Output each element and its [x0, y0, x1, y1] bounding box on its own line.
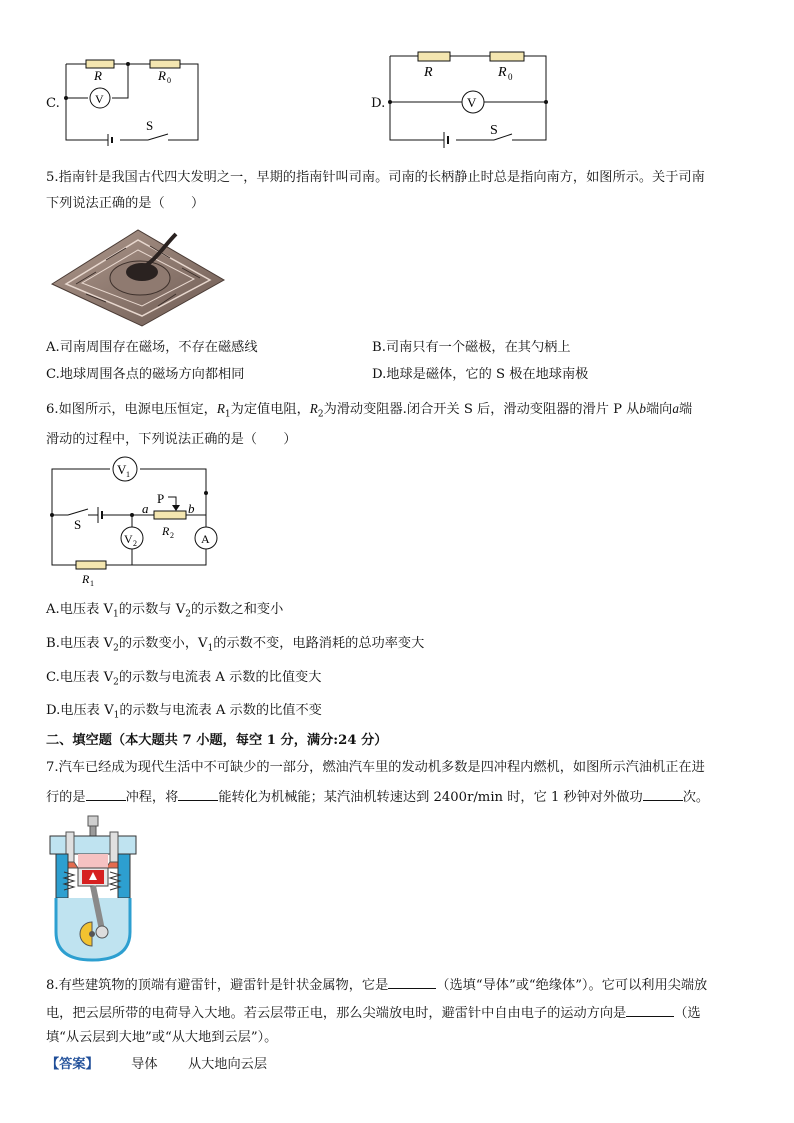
q5-option-a[interactable]: A.司南周围存在磁场，不存在磁感线	[46, 340, 258, 355]
label-v2-sub: 2	[133, 539, 137, 548]
q6-stem-line1	[46, 399, 692, 425]
q8-blank-2[interactable]	[626, 1002, 674, 1017]
q6-r1: R	[216, 401, 225, 416]
opt-v: V	[104, 703, 114, 718]
opt-sub: 2	[113, 643, 119, 654]
opt-v: V	[175, 602, 186, 617]
q6-stem-c: 为滑动变阻器.闭合开关 S 后，滑动变阻器的滑片 P 从	[323, 402, 640, 417]
label-r0-sub: 0	[508, 72, 513, 82]
q6-circuit	[46, 455, 226, 590]
resistor-r	[86, 60, 114, 68]
opt-sub: 1	[207, 643, 214, 654]
q6-stem-a: 6.如图所示，电源电压恒定，	[46, 402, 217, 417]
label-r0: R	[498, 65, 507, 80]
q6-stem-line2: 滑动的过程中，下列说法正确的是（ ）	[46, 432, 297, 447]
q6-b: b	[639, 401, 646, 416]
label-s: S	[74, 517, 82, 532]
q7-line1: 7.汽车已经成为现代生活中不可缺少的一部分，燃油汽车里的发动机多数是四冲程内燃机，如图所示汽油机正在进	[46, 760, 705, 775]
opt-text: 的示数之和变小	[190, 602, 284, 617]
label-v2: V	[124, 532, 133, 546]
q6-stem-e: 端	[678, 402, 693, 417]
opt-sub: 2	[185, 609, 191, 620]
q7-blank-2[interactable]	[178, 786, 218, 801]
label-r0: R	[158, 68, 166, 83]
q6-option-c[interactable]	[46, 668, 321, 693]
resistor-r	[418, 52, 450, 61]
opt-v: V	[198, 636, 208, 651]
opt-text: 的示数与电流表 A 示数的比值不变	[119, 703, 322, 718]
resistor-r1	[76, 561, 106, 569]
gasoline-engine-image	[44, 812, 140, 964]
opt-sub: 2	[113, 677, 119, 688]
label-p: P	[157, 491, 165, 506]
label-r: R	[424, 65, 433, 80]
q6-option-a[interactable]	[46, 600, 283, 625]
q7-text: 行的是	[46, 790, 86, 805]
q5-stem-line2: 下列说法正确的是（ ）	[46, 196, 205, 211]
opt-text: 的示数与电流表 A 示数的比值变大	[118, 670, 322, 685]
q7-line2	[46, 786, 709, 808]
q8-text: 电，把云层所带的电荷导入大地。若云层带正电，那么尖端放电时，避雷针中自由电子的运动方向是	[46, 1006, 627, 1021]
q4-option-d-label: D.	[371, 96, 386, 111]
label-r1: R	[82, 572, 90, 586]
q5-option-d[interactable]: D.地球是磁体，它的 S 极在地球南极	[372, 367, 589, 382]
q7-blank-1[interactable]	[86, 786, 126, 801]
opt-text: A.电压表	[46, 602, 104, 617]
answer-2: 从大地向云层	[187, 1057, 268, 1072]
opt-v: V	[103, 670, 114, 685]
rheostat-r2	[154, 511, 186, 519]
q8-line3: 填“从云层到大地”或“从大地到云层”）。	[46, 1030, 278, 1045]
q6-stem-b: 为定值电阻，	[230, 402, 310, 417]
q5-option-c[interactable]: C.地球周围各点的磁场方向都相同	[46, 367, 245, 382]
q7-blank-3[interactable]	[643, 786, 683, 801]
label-a-end: a	[142, 501, 149, 516]
answer-tag: 【答案】	[46, 1057, 99, 1072]
opt-text: 的示数与	[118, 602, 176, 617]
label-r2: R	[162, 524, 170, 538]
label-s: S	[490, 123, 498, 138]
q4-option-c-label: C.	[46, 96, 60, 111]
opt-v: V	[103, 602, 114, 617]
q6-r2-sub: 2	[317, 409, 324, 420]
q8-text: （选	[674, 1006, 701, 1021]
q6-r2: R	[309, 401, 318, 416]
section-heading: 二、填空题（本大题共 7 小题，每空 1 分，满分:24 分）	[46, 733, 388, 748]
resistor-r0	[150, 60, 180, 68]
q6-r1-sub: 1	[224, 409, 231, 420]
label-s: S	[146, 118, 154, 133]
q4-circuit-c	[58, 50, 203, 148]
q8-answer	[46, 1055, 267, 1075]
q7-text: 冲程，将	[125, 790, 179, 805]
q6-option-b[interactable]	[46, 634, 424, 659]
q6-a: a	[672, 401, 679, 416]
label-v: V	[95, 92, 104, 106]
label-v1: V	[117, 462, 127, 477]
opt-sub: 1	[113, 609, 119, 620]
opt-text: 的示数不变，电路消耗的总功率变大	[213, 636, 425, 651]
label-r1-sub: 1	[90, 579, 94, 588]
opt-v: V	[103, 636, 114, 651]
q6-stem-d: 端向	[645, 402, 673, 417]
label-r0-sub: 0	[167, 76, 171, 85]
q6-option-d[interactable]	[46, 701, 322, 726]
label-v1-sub: 1	[126, 470, 130, 479]
label-a: A	[201, 532, 210, 546]
q8-text: （选填“导体”或“绝缘体”）。它可以利用尖端放	[436, 978, 708, 993]
q5-stem-line1: 5.指南针是我国古代四大发明之一，早期的指南针叫司南。司南的长柄静止时总是指向南方，如图所示。关于司南	[46, 170, 705, 185]
q7-text: 能转化为机械能；某汽油机转速达到 2400r/min 时，它 1 秒钟对外做功	[218, 790, 643, 805]
label-r: R	[94, 68, 102, 83]
q4-circuit-d	[384, 46, 554, 158]
q8-text: 8.有些建筑物的顶端有避雷针，避雷针是针状金属物，它是	[46, 978, 389, 993]
q8-blank-1[interactable]	[388, 974, 436, 989]
label-b-end: b	[188, 501, 195, 516]
resistor-r0	[490, 52, 524, 61]
label-v: V	[467, 95, 477, 110]
opt-text: 的示数变小，	[118, 636, 199, 651]
q8-line1	[46, 974, 707, 996]
opt-text: C.电压表	[46, 670, 104, 685]
label-r2-sub: 2	[170, 531, 174, 540]
opt-text: B.电压表	[46, 636, 104, 651]
opt-sub: 1	[113, 710, 120, 721]
q5-option-b[interactable]: B.司南只有一个磁极，在其勺柄上	[372, 340, 571, 355]
q7-text: 次。	[682, 790, 710, 805]
opt-text: D.电压表	[46, 703, 105, 718]
sinan-compass-image	[46, 224, 228, 328]
answer-1: 导体	[131, 1057, 158, 1072]
q8-line2	[46, 1002, 701, 1024]
